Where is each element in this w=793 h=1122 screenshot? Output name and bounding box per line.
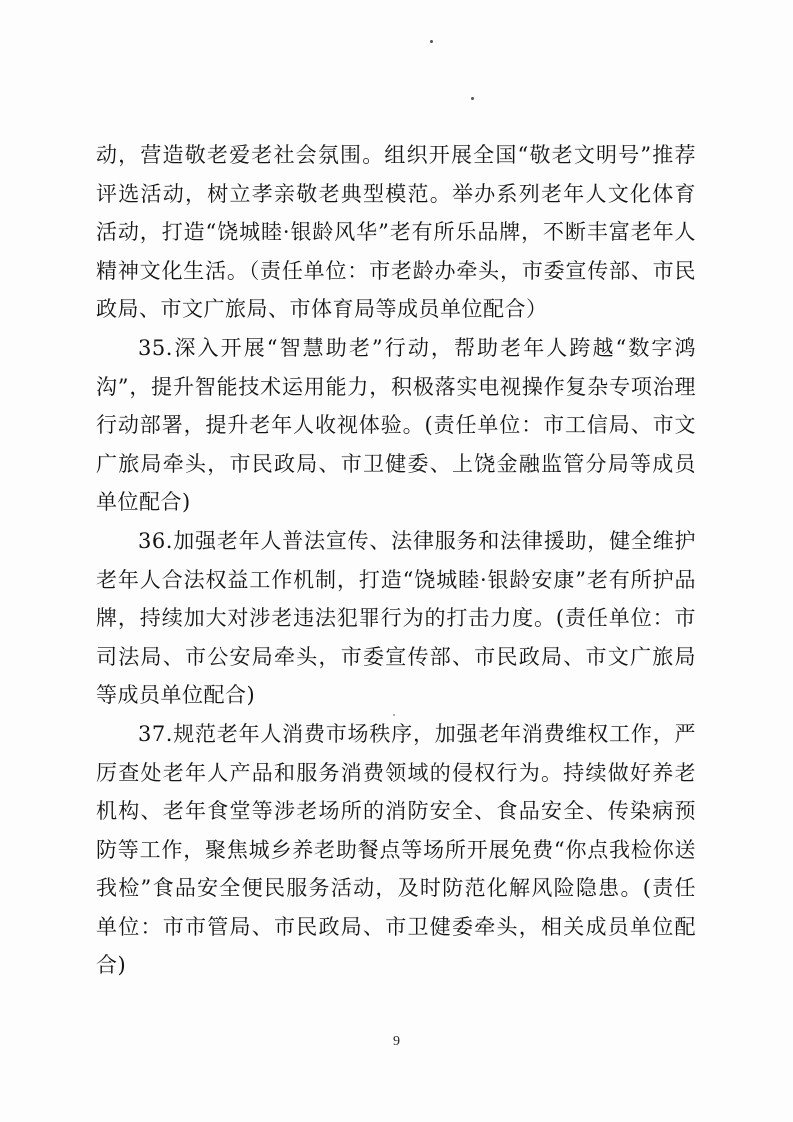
paragraph-item-37: 37.规范老年人消费市场秩序，加强老年消费维权工作，严厉查处老年人产品和服务消费领域的侵权行为。持续做好养老机构、老年食堂等涉老场所的消防安全、食品安全、传染病预防等工作，聚焦城乡养老助餐点等场所开展免费“你点我检你送我检”食品安全便民服务活动，及时防范化解风险隐患。(责任单位：市市管局、市民政局、市卫健委牵头，相关成员单位配合) [96,721,696,978]
scan-speck [471,97,474,100]
paragraph-item-35: 35.深入开展“智慧助老”行动，帮助老年人跨越“数字鸿沟”，提升智能技术运用能力，积极落实电视操作复杂专项治理行动部署，提升老年人收视体验。(责任单位：市工信局、市文广旅局牵头，市民政局、市卫健委、上饶金融监管分局等成员单位配合) [96,335,696,515]
paragraph-item-36: 36.加强老年人普法宣传、法律服务和法律援助，健全维护老年人合法权益工作机制，打造“饶城睦·银龄安康”老有所护品牌，持续加大对涉老违法犯罪行为的打击力度。(责任单位：市司法局、市公安局牵头，市委宣传部、市民政局、市文广旅局等成员单位配合) [96,528,696,708]
paragraph-continued: 动，营造敬老爱老社会氛围。组织开展全国“敬老文明号”推荐评选活动，树立孝亲敬老典型模范。举办系列老年人文化体育活动，打造“饶城睦·银龄风华”老有所乐品牌，不断丰富老年人精神文化生活。（责任单位：市老龄办牵头，市委宣传部、市民政局、市文广旅局、市体育局等成员单位配合） [96,143,696,322]
scan-speck [430,40,433,43]
page-number: 9 [393,1034,400,1049]
document-body [96,136,696,985]
